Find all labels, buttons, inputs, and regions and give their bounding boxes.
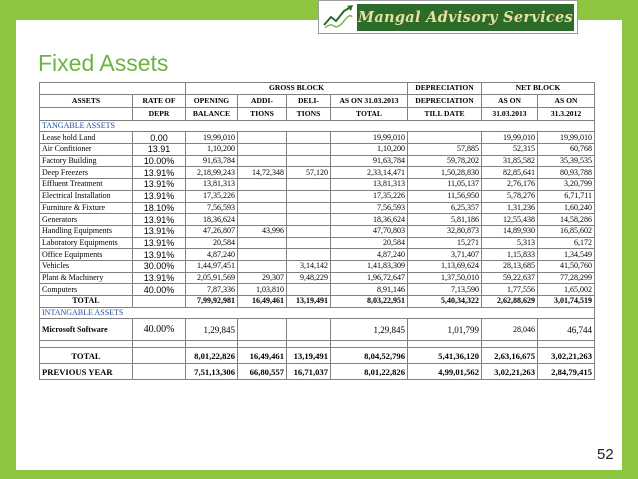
cell-opening: 13,81,313 [186, 179, 238, 191]
spacer-cell [186, 341, 238, 348]
cell-depr-till-date: 6,25,357 [408, 202, 482, 214]
cell-as-on-2012: 35,39,535 [538, 155, 595, 167]
cell-rate: 13.91% [133, 179, 186, 191]
cell-as-on-2012: 41,50,760 [538, 260, 595, 272]
cell-as-on-2012: 1,60,240 [538, 202, 595, 214]
cell-rate: 18.10% [133, 202, 186, 214]
company-logo [318, 0, 578, 34]
cell-additions: 16,49,461 [238, 348, 287, 364]
cell-total: 7,56,593 [331, 202, 408, 214]
cell-depr-till-date [408, 132, 482, 144]
cell-deletions: 16,71,037 [287, 364, 331, 380]
cell-deletions [287, 237, 331, 249]
cell-assets: TOTAL [40, 296, 133, 308]
cell-assets: Air Confitioner [40, 144, 133, 156]
cell-rate: 13.91% [133, 190, 186, 202]
cell-as-on-2013: 14,89,930 [482, 225, 538, 237]
asset-row [40, 167, 595, 179]
tangible-assets-section-label: TANGABLE ASSETS [40, 120, 595, 132]
cell-as-on-2012: 60,768 [538, 144, 595, 156]
logo-text: Mangal Advisory Services [357, 9, 574, 26]
cell-additions [238, 214, 287, 226]
cell-additions [238, 190, 287, 202]
blank-header-cell [40, 83, 133, 95]
spacer-cell [482, 341, 538, 348]
cell-deletions [287, 179, 331, 191]
cell-total: 13,81,313 [331, 179, 408, 191]
cell-as-on-2013: 28,13,685 [482, 260, 538, 272]
cell-depr-till-date: 59,78,202 [408, 155, 482, 167]
cell-deletions [287, 155, 331, 167]
asset-row [40, 284, 595, 296]
cell-opening: 4,87,240 [186, 249, 238, 261]
asset-row [40, 237, 595, 249]
intangible-assets-section [40, 307, 595, 319]
cell-rate: 13.91% [133, 225, 186, 237]
col-header-total: TOTAL [331, 107, 408, 120]
asset-row [40, 249, 595, 261]
col-header-deletions: DELI- [287, 94, 331, 107]
page-number: 52 [597, 446, 614, 463]
cell-assets: Plant & Machinery [40, 272, 133, 284]
cell-additions: 14,72,348 [238, 167, 287, 179]
col-header-deletions: TIONS [287, 107, 331, 120]
spacer-cell [287, 341, 331, 348]
cell-as-on-2013: 3,02,21,263 [482, 364, 538, 380]
cell-opening: 7,51,13,306 [186, 364, 238, 380]
spacer-cell [40, 341, 133, 348]
page-title: Fixed Assets [38, 50, 169, 76]
cell-rate: 13.91% [133, 167, 186, 179]
cell-additions [238, 260, 287, 272]
cell-as-on-2013: 28,046 [482, 319, 538, 341]
cell-additions [238, 319, 287, 341]
cell-depr-till-date: 15,271 [408, 237, 482, 249]
cell-opening: 18,36,624 [186, 214, 238, 226]
cell-as-on-2012: 3,01,74,519 [538, 296, 595, 308]
cell-as-on-2012: 1,65,002 [538, 284, 595, 296]
cell-rate: 40.00% [133, 319, 186, 341]
cell-additions: 1,03,810 [238, 284, 287, 296]
cell-deletions: 13,19,491 [287, 348, 331, 364]
cell-rate: 13.91% [133, 249, 186, 261]
asset-row [40, 190, 595, 202]
cell-as-on-2013: 1,31,236 [482, 202, 538, 214]
asset-row [40, 214, 595, 226]
cell-additions [238, 202, 287, 214]
cell-additions: 29,307 [238, 272, 287, 284]
grand-total-row [40, 348, 595, 364]
cell-as-on-2013: 59,22,637 [482, 272, 538, 284]
cell-assets: Handling Equipments [40, 225, 133, 237]
col-header-rate: RATE OF [133, 94, 186, 107]
spacer-cell [538, 341, 595, 348]
logo-banner [357, 4, 574, 31]
cell-rate: 13.91 [133, 144, 186, 156]
cell-depr-till-date: 1,01,799 [408, 319, 482, 341]
cell-rate [133, 296, 186, 308]
col-header-additions: TIONS [238, 107, 287, 120]
cell-as-on-2013: 82,85,641 [482, 167, 538, 179]
cell-as-on-2012: 3,20,799 [538, 179, 595, 191]
cell-deletions [287, 225, 331, 237]
cell-opening: 17,35,226 [186, 190, 238, 202]
cell-as-on-2013: 19,99,010 [482, 132, 538, 144]
cell-depr-till-date: 5,41,36,120 [408, 348, 482, 364]
blank-header-cell [133, 83, 186, 95]
cell-assets: Deep Freezers [40, 167, 133, 179]
cell-total: 91,63,784 [331, 155, 408, 167]
cell-depr-till-date: 4,99,01,562 [408, 364, 482, 380]
cell-additions [238, 237, 287, 249]
cell-as-on-2012: 16,85,602 [538, 225, 595, 237]
cell-total: 8,04,52,796 [331, 348, 408, 364]
cell-deletions: 13,19,491 [287, 296, 331, 308]
cell-rate [133, 348, 186, 364]
cell-as-on-2012: 6,71,711 [538, 190, 595, 202]
cell-as-on-2013: 52,315 [482, 144, 538, 156]
rising-chart-icon [322, 3, 354, 31]
cell-deletions [287, 319, 331, 341]
cell-as-on-2012: 3,02,21,263 [538, 348, 595, 364]
col-header-additions: ADDI- [238, 94, 287, 107]
cell-depr-till-date: 5,40,34,322 [408, 296, 482, 308]
cell-additions: 66,80,557 [238, 364, 287, 380]
cell-total: 8,03,22,951 [331, 296, 408, 308]
cell-assets: PREVIOUS YEAR [40, 364, 133, 380]
cell-total: 8,01,22,826 [331, 364, 408, 380]
cell-additions [238, 249, 287, 261]
cell-as-on-2012: 6,172 [538, 237, 595, 249]
cell-deletions [287, 214, 331, 226]
cell-assets: Office Equipments [40, 249, 133, 261]
cell-additions: 43,996 [238, 225, 287, 237]
col-header-assets [40, 107, 133, 120]
cell-as-on-2012: 77,28,299 [538, 272, 595, 284]
cell-total: 19,99,010 [331, 132, 408, 144]
asset-row [40, 132, 595, 144]
cell-depr-till-date: 57,885 [408, 144, 482, 156]
cell-as-on-2013: 12,55,438 [482, 214, 538, 226]
cell-deletions [287, 284, 331, 296]
cell-assets: Effluent Treatment [40, 179, 133, 191]
cell-deletions [287, 132, 331, 144]
previous-year-row [40, 364, 595, 380]
cell-opening: 91,63,784 [186, 155, 238, 167]
cell-deletions [287, 249, 331, 261]
intangible-assets-section-label: INTANGABLE ASSETS [40, 307, 595, 319]
tangible-total-row [40, 296, 595, 308]
fixed-assets-table-wrap [39, 82, 595, 380]
cell-deletions: 9,48,229 [287, 272, 331, 284]
cell-depr-till-date: 32,80,873 [408, 225, 482, 237]
col-header-as-on-2012: 31.3.2012 [538, 107, 595, 120]
cell-opening: 19,99,010 [186, 132, 238, 144]
cell-additions [238, 155, 287, 167]
col-header-as-on-2012: AS ON [538, 94, 595, 107]
cell-opening: 2,18,99,243 [186, 167, 238, 179]
asset-row [40, 260, 595, 272]
col-header-opening: OPENING [186, 94, 238, 107]
cell-as-on-2012: 14,58,286 [538, 214, 595, 226]
cell-deletions [287, 202, 331, 214]
asset-row [40, 179, 595, 191]
col-header-opening: BALANCE [186, 107, 238, 120]
cell-rate: 10.00% [133, 155, 186, 167]
cell-additions [238, 132, 287, 144]
spacer-cell [408, 341, 482, 348]
cell-depr-till-date: 11,05,137 [408, 179, 482, 191]
asset-row [40, 272, 595, 284]
cell-total: 17,35,226 [331, 190, 408, 202]
cell-depr-till-date: 5,81,186 [408, 214, 482, 226]
cell-rate [133, 364, 186, 380]
cell-depr-till-date: 11,56,950 [408, 190, 482, 202]
spacer-cell [238, 341, 287, 348]
cell-total: 1,29,845 [331, 319, 408, 341]
cell-assets: TOTAL [40, 348, 133, 364]
cell-total: 18,36,624 [331, 214, 408, 226]
cell-total: 4,87,240 [331, 249, 408, 261]
cell-rate: 13.91% [133, 272, 186, 284]
cell-depr-till-date: 7,13,590 [408, 284, 482, 296]
col-header-depr-till-date: TILL DATE [408, 107, 482, 120]
cell-as-on-2012: 19,99,010 [538, 132, 595, 144]
cell-as-on-2012: 80,93,788 [538, 167, 595, 179]
cell-additions [238, 179, 287, 191]
cell-opening: 20,584 [186, 237, 238, 249]
cell-opening: 1,44,97,451 [186, 260, 238, 272]
asset-row [40, 202, 595, 214]
cell-as-on-2012: 46,744 [538, 319, 595, 341]
cell-assets: Laboratory Equipments [40, 237, 133, 249]
fixed-assets-table [39, 82, 595, 380]
depreciation-header: DEPRECIATION [408, 83, 482, 95]
cell-depr-till-date: 1,50,28,830 [408, 167, 482, 179]
cell-rate: 40.00% [133, 284, 186, 296]
cell-opening: 1,10,200 [186, 144, 238, 156]
cell-opening: 7,99,92,981 [186, 296, 238, 308]
cell-deletions: 57,120 [287, 167, 331, 179]
column-header-row [40, 107, 595, 120]
cell-total: 1,96,72,647 [331, 272, 408, 284]
group-header-row [40, 83, 595, 95]
col-header-rate: DEPR [133, 107, 186, 120]
cell-assets: Generators [40, 214, 133, 226]
cell-as-on-2013: 5,313 [482, 237, 538, 249]
cell-total: 2,33,14,471 [331, 167, 408, 179]
cell-total: 20,584 [331, 237, 408, 249]
cell-as-on-2013: 1,77,556 [482, 284, 538, 296]
cell-depr-till-date: 1,13,69,624 [408, 260, 482, 272]
gross-block-header: GROSS BLOCK [186, 83, 408, 95]
cell-as-on-2013: 2,63,16,675 [482, 348, 538, 364]
column-header-row [40, 94, 595, 107]
cell-opening: 8,01,22,826 [186, 348, 238, 364]
cell-deletions [287, 190, 331, 202]
cell-rate: 30.00% [133, 260, 186, 272]
asset-row [40, 155, 595, 167]
cell-as-on-2012: 2,84,79,415 [538, 364, 595, 380]
cell-rate: 13.91% [133, 214, 186, 226]
cell-total: 47,70,803 [331, 225, 408, 237]
cell-deletions [287, 144, 331, 156]
cell-opening: 1,29,845 [186, 319, 238, 341]
cell-rate: 13.91% [133, 237, 186, 249]
cell-depr-till-date: 3,71,407 [408, 249, 482, 261]
col-header-assets: ASSETS [40, 94, 133, 107]
cell-opening: 7,56,593 [186, 202, 238, 214]
cell-opening: 47,26,807 [186, 225, 238, 237]
spacer-cell [133, 341, 186, 348]
asset-row [40, 144, 595, 156]
col-header-depr-till-date: DEPRECIATION [408, 94, 482, 107]
cell-additions: 16,49,461 [238, 296, 287, 308]
col-header-as-on-2013: 31.03.2013 [482, 107, 538, 120]
asset-row [40, 319, 595, 341]
cell-assets: Lease hold Land [40, 132, 133, 144]
cell-rate: 0.00 [133, 132, 186, 144]
cell-assets: Factory Building [40, 155, 133, 167]
cell-additions [238, 144, 287, 156]
cell-as-on-2013: 1,15,833 [482, 249, 538, 261]
cell-total: 8,91,146 [331, 284, 408, 296]
cell-assets: Computers [40, 284, 133, 296]
spacer-row [40, 341, 595, 348]
col-header-as-on-2013: AS ON [482, 94, 538, 107]
net-block-header: NET BLOCK [482, 83, 595, 95]
cell-as-on-2013: 2,62,88,629 [482, 296, 538, 308]
spacer-cell [331, 341, 408, 348]
cell-depr-till-date: 1,37,50,010 [408, 272, 482, 284]
col-header-total: AS ON 31.03.2013 [331, 94, 408, 107]
cell-deletions: 3,14,142 [287, 260, 331, 272]
cell-opening: 7,87,336 [186, 284, 238, 296]
tangible-assets-section [40, 120, 595, 132]
cell-as-on-2013: 2,76,176 [482, 179, 538, 191]
cell-as-on-2013: 5,78,276 [482, 190, 538, 202]
asset-row [40, 225, 595, 237]
cell-assets: Microsoft Software [40, 319, 133, 341]
cell-total: 1,10,200 [331, 144, 408, 156]
cell-as-on-2013: 31,85,582 [482, 155, 538, 167]
cell-opening: 2,05,91,569 [186, 272, 238, 284]
cell-assets: Electrical Installation [40, 190, 133, 202]
cell-total: 1,41,83,309 [331, 260, 408, 272]
cell-as-on-2012: 1,34,549 [538, 249, 595, 261]
cell-assets: Vehicles [40, 260, 133, 272]
cell-assets: Furniture & Fixture [40, 202, 133, 214]
